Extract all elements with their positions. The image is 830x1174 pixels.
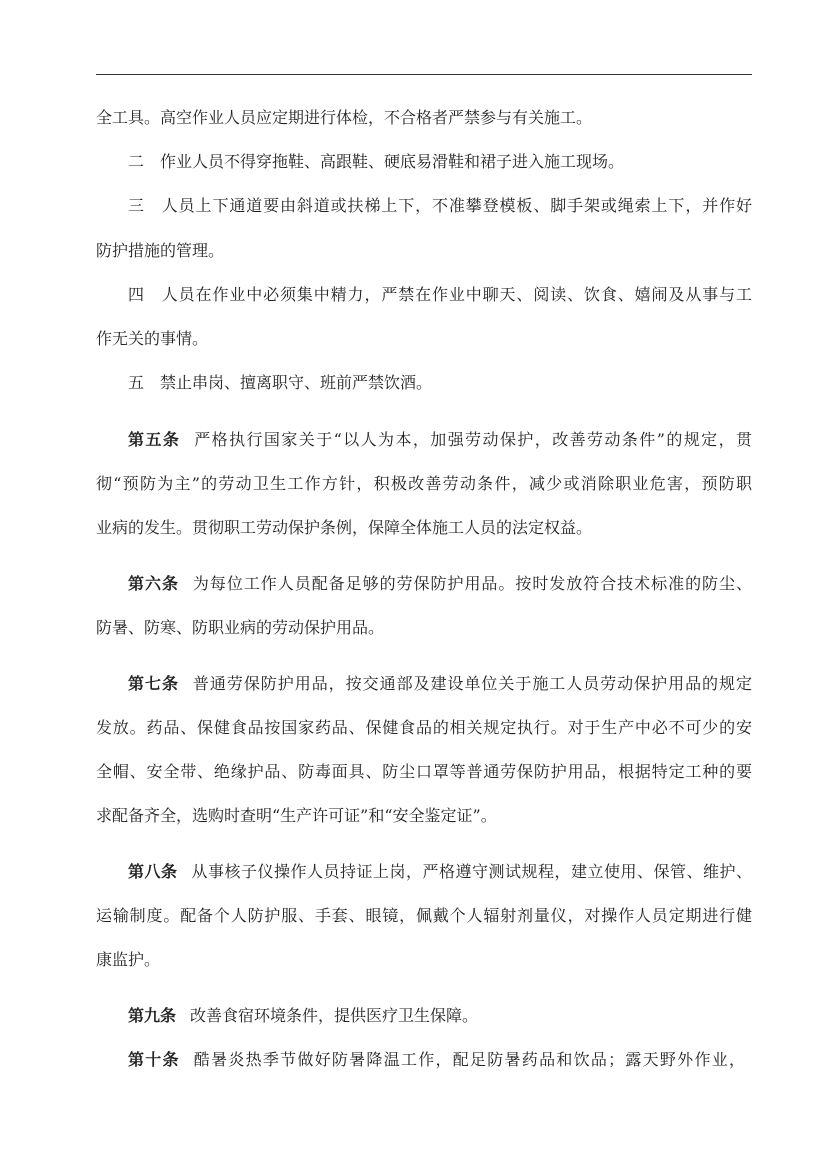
text-line xyxy=(96,241,752,261)
line-text: 为每位工作人员配备足够的劳保防护用品。按时发放符合技术标准的防尘、 xyxy=(192,574,752,593)
line-text: 防护措施的管理。 xyxy=(96,241,225,260)
line-text: 康监护。 xyxy=(96,950,161,969)
text-line xyxy=(96,806,752,826)
article-label: 第十条 xyxy=(128,1050,180,1069)
text-line xyxy=(96,518,752,538)
article-label: 第九条 xyxy=(128,1006,177,1025)
article-line xyxy=(112,862,752,882)
text-line xyxy=(96,474,752,494)
line-text: 改善食宿环境条件，提供医疗卫生保障。 xyxy=(190,1006,479,1025)
text-line xyxy=(96,329,752,349)
article-label: 第六条 xyxy=(128,574,179,593)
line-text: 运输制度。配备个人防护服、手套、眼镜，佩戴个人辐射剂量仪，对操作人员定期进行健 xyxy=(96,906,752,925)
text-line xyxy=(96,108,752,128)
text-line xyxy=(96,906,752,926)
article-line xyxy=(112,1050,745,1070)
text-line xyxy=(112,373,752,393)
line-text: 二 作业人员不得穿拖鞋、高跟鞋、硬底易滑鞋和裙子进入施工现场。 xyxy=(128,152,625,171)
line-text: 防暑、防寒、防职业病的劳动保护用品。 xyxy=(96,618,385,637)
article-line xyxy=(112,674,752,694)
text-line xyxy=(96,950,752,970)
article-line xyxy=(112,574,752,594)
article-line xyxy=(112,1006,752,1026)
line-text: 全工具。高空作业人员应定期进行体检，不合格者严禁参与有关施工。 xyxy=(96,108,593,127)
line-text: 作无关的事情。 xyxy=(96,329,209,348)
line-text: 从事核子仪操作人员持证上岗，严格遵守测试规程，建立使用、保管、维护、 xyxy=(191,862,752,881)
line-text: 酷暑炎热季节做好防暑降温工作，配足防暑药品和饮品；露天野外作业， xyxy=(193,1050,745,1069)
article-label: 第五条 xyxy=(128,430,181,449)
article-label: 第八条 xyxy=(128,862,178,881)
line-text: 业病的发生。贯彻职工劳动保护条例，保障全体施工人员的法定权益。 xyxy=(96,518,593,537)
line-text: 普通劳保防护用品，按交通部及建设单位关于施工人员劳动保护用品的规定 xyxy=(192,674,752,693)
article-line xyxy=(112,430,752,450)
line-text: 四 人员在作业中必须集中精力，严禁在作业中聊天、阅读、饮食、嬉闹及从事与工 xyxy=(128,285,752,304)
line-text: 发放。药品、保健食品按国家药品、保健食品的相关规定执行。对于生产中必不可少的安 xyxy=(96,718,752,737)
article-label: 第七条 xyxy=(128,674,179,693)
line-text: 求配备齐全，选购时查明“生产许可证”和“安全鉴定证”。 xyxy=(96,806,497,825)
text-line xyxy=(112,285,752,305)
text-line xyxy=(112,196,752,216)
line-text: 全帽、安全带、绝缘护品、防毒面具、防尘口罩等普通劳保防护用品，根据特定工种的要 xyxy=(96,762,752,781)
line-text: 三 人员上下通道要由斜道或扶梯上下，不准攀登模板、脚手架或绳索上下，并作好 xyxy=(128,196,752,215)
text-line xyxy=(96,618,752,638)
text-line xyxy=(96,718,752,738)
line-text: 彻“预防为主”的劳动卫生工作方针，积极改善劳动条件，减少或消除职业危害，预防职 xyxy=(96,474,752,493)
text-line xyxy=(112,152,752,172)
header-rule xyxy=(96,74,752,75)
text-line xyxy=(96,762,752,782)
line-text: 严格执行国家关于“以人为本，加强劳动保护，改善劳动条件”的规定，贯 xyxy=(194,430,752,449)
line-text: 五 禁止串岗、擅离职守、班前严禁饮酒。 xyxy=(128,373,433,392)
